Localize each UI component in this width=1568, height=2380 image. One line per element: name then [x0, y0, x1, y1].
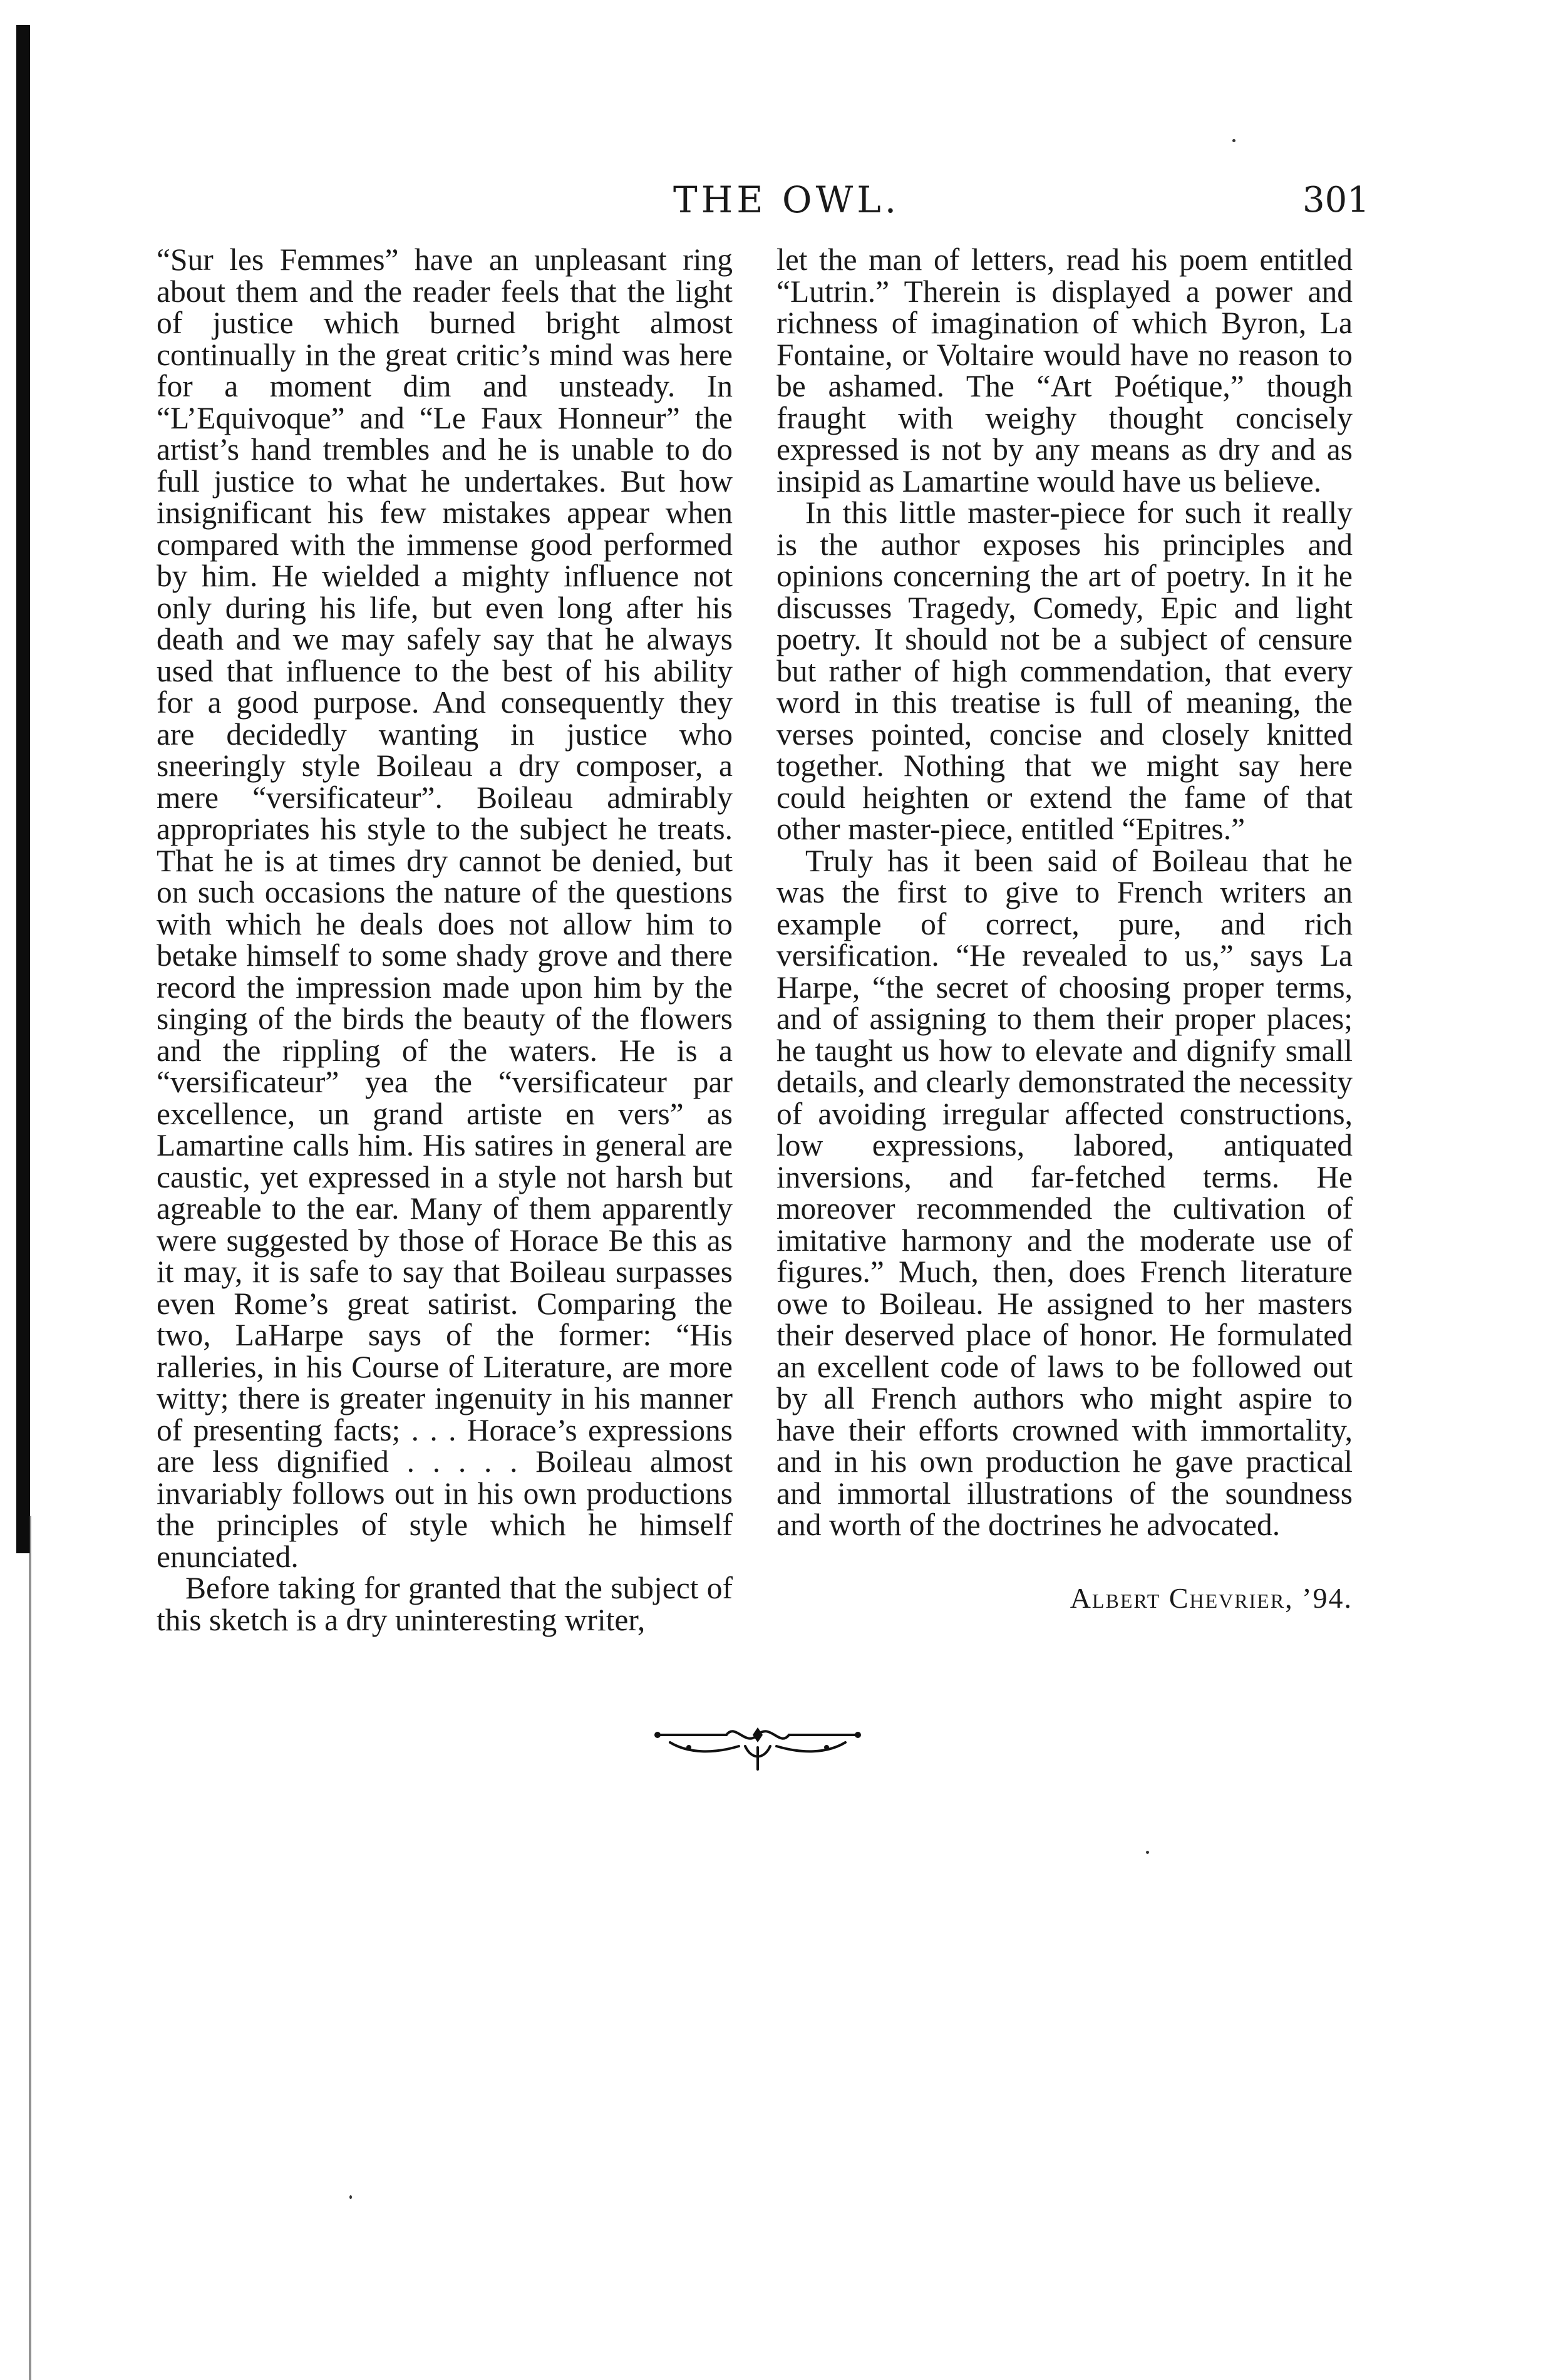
tailpiece-ornament-icon — [651, 1716, 864, 1772]
journal-title: THE OWL. — [673, 178, 900, 221]
left-paragraph-1: “Sur les Femmes” have an unpleasant ring about them and the reader feels that the light of justice which burned bright almost continually in the great critic’s mind was here for a moment dim and unsteady. In “L’Equivoque” and “Le Faux Honneur” the artist’s hand trembles and he is unable to do full justice to what he undertakes. But how insignificant his few mistakes appear when compared with the immense good performed by him. He wielded a mighty influence not only during his life, but even long after his death and we may safely say that he always used that influence to the best of his ability for a good purpose. And consequently they are decidedly wanting in justice who sneeringly style Boileau a dry composer, a mere “versificateur”. Boileau admirably appropriates his style to the subject he treats. That he is at times dry cannot be denied, but on such occasions the nature of the questions with which he deals does not allow him to betake himself to some shady grove and there record the impression made upon him by the singing of the birds the beauty of the flowers and the rippling of the waters. He is a “versificateur” yea the “versificateur par excellence, un grand artiste en vers” as Lamartine calls him. His satires in general are caustic, yet expressed in a style not harsh but agreable to the ear. Many of them apparently were suggested by those of Horace Be this as it may, it is safe to say that Boileau surpasses even Rome’s great satirist. Comparing the two, LaHarpe says of the former: “His ralleries, in his Course of Literature, are more witty; there is greater ingenuity in his manner of presenting facts; . . . Horace’s expressions are less dignified . . . . . Boileau almost invariably follows out in his own productions the principles of style which he himself enunciated. — [157, 242, 733, 1574]
right-paragraph-2: In this little master-piece for such it really is the author exposes his principles and opinions concerning the art of poetry. In it he discusses Tragedy, Comedy, Epic and light poetry. It should not be a subject of censure but rather of high commendation, that every word in this treatise is full of meaning, the verses pointed, concise and closely knitted together. Nothing that we might say here could heighten or extend the fame of that other master-piece, entitled “Epitres.” — [776, 495, 1353, 846]
scan-speck — [349, 2195, 352, 2199]
right-column — [776, 244, 1353, 1541]
author-signature: Albert Chevrier, ’94. — [1070, 1582, 1353, 1614]
binding-shadow — [16, 25, 30, 1553]
right-paragraph-1: let the man of letters, read his poem entitled “Lutrin.” Therein is displayed a power and richness of imagination of which Byron, La Fontaine, or Voltaire would have no reason to be ashamed. The “Art Poétique,” though fraught with weighy thought concisely expressed is not by any means as dry and as insipid as Lamartine would have us believe. — [776, 242, 1353, 499]
scan-speck — [1232, 139, 1235, 142]
page-number: 301 — [1302, 180, 1369, 220]
left-column — [157, 244, 733, 1636]
binding-shadow-lower — [29, 1516, 31, 2380]
running-head — [0, 178, 1568, 235]
right-paragraph-3: Truly has it been said of Boileau that he was the first to give to French writers an example of correct, pure, and rich versification. “He revealed to us,” says La Harpe, “the secret of choosing proper terms, and of assigning to them their proper places; he taught us how to elevate and dignify small details, and clearly demonstrated the necessity of avoiding irregular affected constructions, low expressions, labored, antiquated inversions, and far-fetched terms. He moreover recommended the cultivation of imitative harmony and the moderate use of figures.” Much, then, does French literature owe to Boileau. He assigned to her masters their deserved place of honor. He formulated an excellent code of laws to be followed out by all French authors who might aspire to have their efforts crowned with immortality, and in his own production he gave practical and immortal illustrations of the soundness and worth of the doctrines he advocated. — [776, 843, 1353, 1542]
left-paragraph-2: Before taking for granted that the subject of this sketch is a dry uninteresting writer, — [157, 1571, 733, 1637]
scan-speck — [1146, 1851, 1149, 1854]
